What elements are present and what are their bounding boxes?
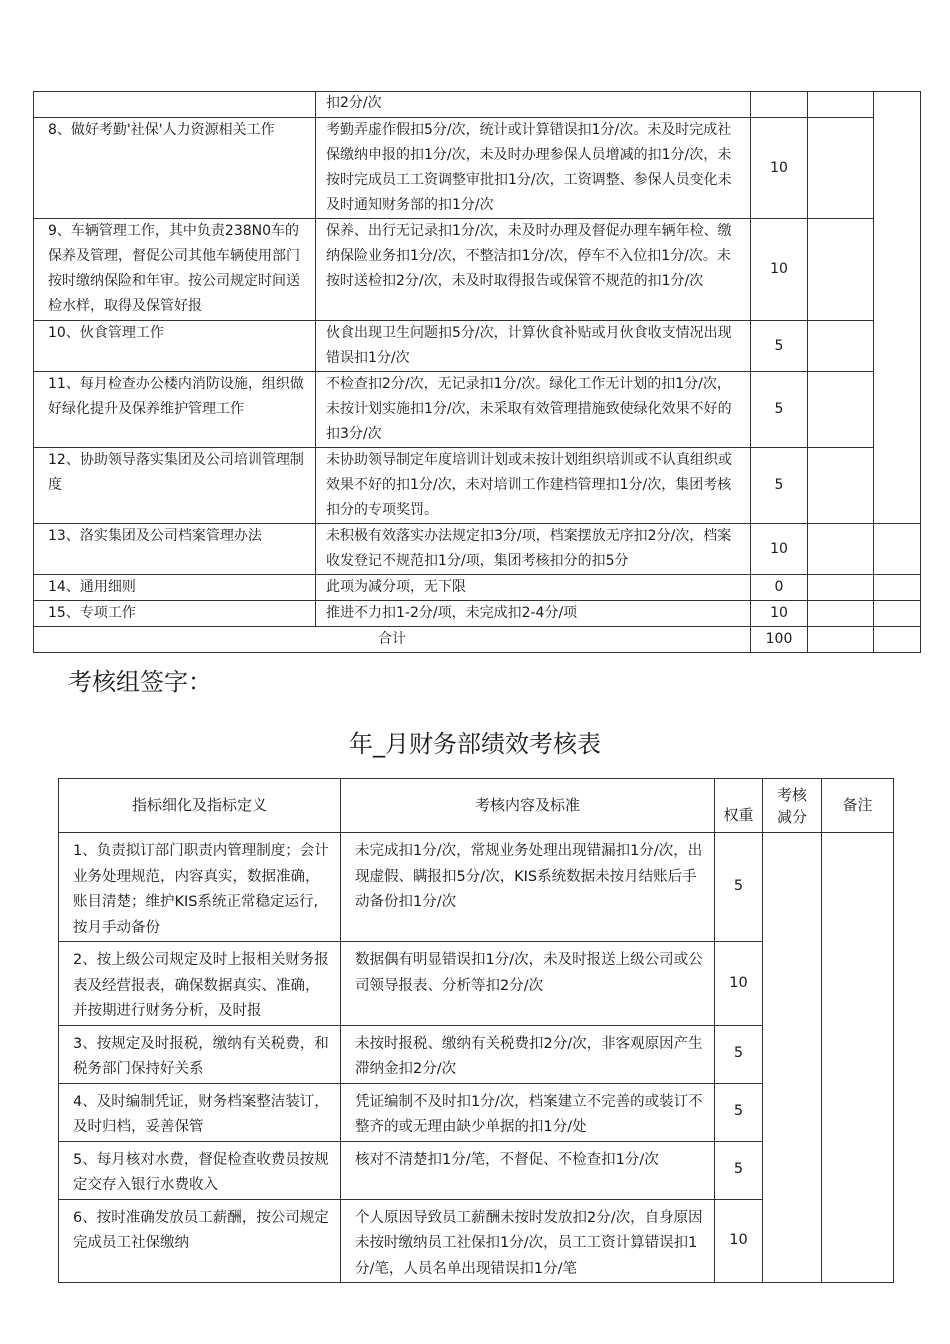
page-title: 年_月财务部绩效考核表 <box>349 730 601 758</box>
reduction-cell <box>808 321 874 372</box>
standard-cell: 凭证编制不及时扣1分/次，档案建立不完善的或装订不整齐的或无理由缺少单据的扣1分/处 <box>341 1083 715 1141</box>
weight-cell: 5 <box>751 448 808 524</box>
total-value: 100 <box>751 627 808 653</box>
weight-cell: 5 <box>715 1141 763 1199</box>
weight-cell: 0 <box>751 575 808 601</box>
reduction-cell <box>763 833 822 1283</box>
standard-cell: 数据偶有明显错误扣1分/次，未及时报送上级公司或公司领导报表、分析等扣2分/次 <box>341 942 715 1026</box>
table-row <box>34 524 921 575</box>
item-cell: 13、洛实集团及公司档案管理办法 <box>34 524 316 575</box>
weight-cell: 5 <box>715 1025 763 1083</box>
remark-cell <box>822 833 894 1283</box>
reduction-cell <box>808 372 874 448</box>
header-item: 指标细化及指标定义 <box>59 779 341 833</box>
standard-cell: 不检查扣2分/次，无记录扣1分/次。绿化工作无计划的扣1分/次，未按计划实施扣1分/次，未采取有效管理措施致使绿化效果不好的扣3分/次 <box>316 372 751 448</box>
standard-cell: 未积极有效落实办法规定扣3分/项，档案摆放无序扣2分/次，档案收发登记不规范扣1分/项，集团考核扣分的扣5分 <box>316 524 751 575</box>
standard-cell: 伙食出现卫生问题扣5分/次，计算伙食补贴或月伙食收支情况出现错误扣1分/次 <box>316 321 751 372</box>
weight-cell: 5 <box>715 1083 763 1141</box>
standard-cell: 保养、出行无记录扣1分/次，未及时办理及督促办理车辆年检、缴纳保险业务扣1分/次，不整洁扣1分/次，停车不入位扣1分/次。未按时送检扣2分/次，未及时取得报告或保管不规范的扣1分/次 <box>316 219 751 321</box>
reduction-cell <box>808 601 874 627</box>
item-cell: 2、按上级公司规定及时上报相关财务报表及经营报表，确保数据真实、准确，并按期进行财务分析，及时报 <box>59 942 341 1026</box>
signature-label: 考核组签字： <box>68 668 212 696</box>
remark-cell <box>874 575 921 601</box>
table-row <box>34 219 921 321</box>
item-cell: 3、按规定及时报税，缴纳有关税费，和税务部门保持好关系 <box>59 1025 341 1083</box>
reduction-cell <box>808 118 874 219</box>
header-weight: 权重 <box>715 779 763 833</box>
standard-cell: 此项为减分项，无下限 <box>316 575 751 601</box>
standard-cell: 未按时报税、缴纳有关税费扣2分/次，非客观原因产生滞纳金扣2分/次 <box>341 1025 715 1083</box>
item-cell: 6、按时准确发放员工薪酬，按公司规定完成员工社保缴纳 <box>59 1199 341 1283</box>
item-cell: 4、及时编制凭证，财务档案整洁装订，及时归档，妥善保管 <box>59 1083 341 1141</box>
header-row <box>59 779 894 833</box>
total-label: 合计 <box>34 627 751 653</box>
item-cell <box>34 92 316 118</box>
performance-table-1 <box>33 91 921 653</box>
standard-cell: 考勤弄虚作假扣5分/次，统计或计算错误扣1分/次。未及时完成社保缴纳申报的扣1分/次，未及时办理参保人员增减的扣1分/次，未按时完成员工工资调整审批扣1分/次，工资调整、参保人员变化未及时通知财务部的扣1分/次 <box>316 118 751 219</box>
reduction-cell <box>808 448 874 524</box>
weight-cell: 5 <box>751 372 808 448</box>
table-row <box>59 833 894 942</box>
standard-cell: 未完成扣1分/次，常规业务处理出现错漏扣1分/次，出现虚假、瞒报扣5分/次，KIS系统数据未按月结账后手动备份扣1分/次 <box>341 833 715 942</box>
reduction-cell <box>808 219 874 321</box>
performance-table-2 <box>58 778 894 1283</box>
header-standard: 考核内容及标准 <box>341 779 715 833</box>
remark-cell <box>874 601 921 627</box>
table-row <box>34 575 921 601</box>
item-cell: 12、协助领导落实集团及公司培训管理制度 <box>34 448 316 524</box>
standard-cell: 未协助领导制定年度培训计划或未按计划组织培训或不认真组织或效果不好的扣1分/次，未对培训工作建档管理扣1分/次，集团考核扣分的专项奖罚。 <box>316 448 751 524</box>
item-cell: 1、负责拟订部门职责内管理制度；会计业务处理规范，内容真实，数据准确，账目清楚；维护KIS系统正常稳定运行,按月手动备份 <box>59 833 341 942</box>
standard-cell: 核对不清楚扣1分/笔，不督促、不检查扣1分/次 <box>341 1141 715 1199</box>
item-cell: 14、通用细则 <box>34 575 316 601</box>
table-row <box>34 448 921 524</box>
weight-cell: 10 <box>751 118 808 219</box>
weight-cell <box>751 92 808 118</box>
reduction-cell <box>808 524 874 575</box>
header-reduction: 考核 减分 <box>763 779 822 833</box>
weight-cell: 10 <box>715 1199 763 1283</box>
weight-cell: 5 <box>715 833 763 942</box>
item-cell: 11、每月检查办公楼内消防设施，组织做好绿化提升及保养维护管理工作 <box>34 372 316 448</box>
table-row <box>34 92 921 118</box>
reduction-cell <box>808 575 874 601</box>
reduction-cell <box>808 627 874 653</box>
table-row <box>34 601 921 627</box>
standard-cell: 推进不力扣1-2分/项，未完成扣2-4分/项 <box>316 601 751 627</box>
remark-cell <box>874 524 921 575</box>
remark-cell <box>874 627 921 653</box>
standard-cell: 个人原因导致员工薪酬未按时发放扣2分/次，自身原因未按时缴纳员工社保扣1分/次，员工工资计算错误扣1分/笔，人员名单出现错误扣1分/笔 <box>341 1199 715 1283</box>
item-cell: 5、每月核对水费，督促检查收费员按规定交存入银行水费收入 <box>59 1141 341 1199</box>
remark-cell <box>874 92 921 524</box>
table-row <box>34 372 921 448</box>
weight-cell: 10 <box>751 219 808 321</box>
item-cell: 8、做好考勤'社保'人力资源相关工作 <box>34 118 316 219</box>
weight-cell: 10 <box>751 601 808 627</box>
table-row <box>34 118 921 219</box>
item-cell: 10、伙食管理工作 <box>34 321 316 372</box>
standard-cell: 扣2分/次 <box>316 92 751 118</box>
weight-cell: 5 <box>751 321 808 372</box>
total-row <box>34 627 921 653</box>
weight-cell: 10 <box>751 524 808 575</box>
reduction-cell <box>808 92 874 118</box>
table-row <box>34 321 921 372</box>
header-remark: 备注 <box>822 779 894 833</box>
item-cell: 15、专项工作 <box>34 601 316 627</box>
item-cell: 9、车辆管理工作，其中负责238N0车的保养及管理，督促公司其他车辆使用部门按时缴纳保险和年审。按公司规定时间送检水样，取得及保管好报 <box>34 219 316 321</box>
weight-cell: 10 <box>715 942 763 1026</box>
